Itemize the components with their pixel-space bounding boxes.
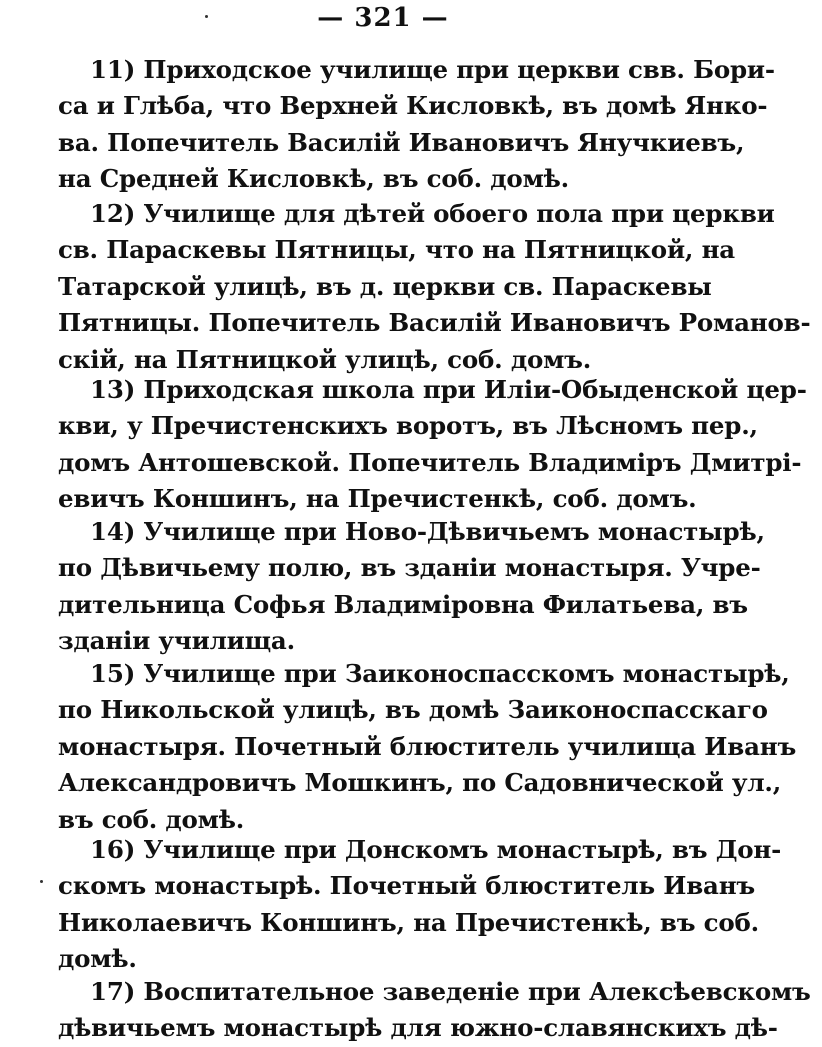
entry-14-line-2: по Дѣвичьему полю, въ зданіи монастыря. Учре- xyxy=(58,553,761,583)
entry-12-line-1: 12) Училище для дѣтей обоего пола при церкви xyxy=(90,199,775,228)
entry-12-line-4: Пятницы. Попечитель Василій Ивановичъ Романов- xyxy=(58,308,811,338)
entry-15-line-3: монастыря. Почетный блюститель училища Иванъ xyxy=(58,731,797,761)
entry-13-line-4: евичъ Коншинъ, на Пречистенкѣ, соб. домъ. xyxy=(58,484,697,514)
entry-17-line-2: дѣвичьемъ монастырѣ для южно-славянскихъ дѣ- xyxy=(58,1013,778,1043)
entry-14-line-1: 14) Училище при Ново-Дѣвичьемъ монастырѣ, xyxy=(90,517,765,546)
scan-speck xyxy=(205,15,208,18)
entry-12 xyxy=(58,196,811,378)
entry-16-line-4: домѣ. xyxy=(58,944,137,974)
entry-12-line-3: Татарской улицѣ, въ д. церкви св. Параскевы xyxy=(58,271,712,301)
entry-13-line-2: кви, у Пречистенскихъ воротъ, въ Лѣсномъ пер., xyxy=(58,411,758,441)
entry-17-line-1: 17) Воспитательное заведеніе при Алексѣевскомъ xyxy=(90,977,811,1006)
entry-16 xyxy=(58,832,782,978)
entry-13-line-3: домъ Антошевской. Попечитель Владиміръ Дмитрі- xyxy=(58,447,802,477)
entry-13 xyxy=(58,372,807,518)
entry-15-line-4: Александровичъ Мошкинъ, по Садовнической ул., xyxy=(58,768,782,798)
page-number: — 321 — xyxy=(317,3,449,33)
entry-12-line-2: св. Параскевы Пятницы, что на Пятницкой, на xyxy=(58,235,735,265)
entry-12-line-5: скій, на Пятницкой улицѣ, соб. домъ. xyxy=(58,344,592,374)
entry-16-line-2: скомъ монастырѣ. Почетный блюститель Иванъ xyxy=(58,871,756,901)
entry-11-line-3: ва. Попечитель Василій Ивановичъ Янучкиевъ, xyxy=(58,127,745,157)
scan-speck xyxy=(40,880,43,883)
entry-14-line-4: зданіи училища. xyxy=(58,626,295,656)
entry-15-line-2: по Никольской улицѣ, въ домѣ Заиконоспасскаго xyxy=(58,695,768,725)
entry-16-line-3: Николаевичъ Коншинъ, на Пречистенкѣ, въ соб. xyxy=(58,907,759,937)
entry-14-line-3: дительница Софья Владиміровна Филатьева, въ xyxy=(58,589,748,619)
document-page xyxy=(58,0,811,1043)
entry-15-line-5: въ соб. домѣ. xyxy=(58,804,245,834)
entry-11 xyxy=(58,52,775,198)
entry-11-line-4: на Средней Кисловкѣ, въ соб. домѣ. xyxy=(58,164,570,194)
entry-11-line-2: са и Глѣба, что Верхней Кисловкѣ, въ домѣ Янко- xyxy=(58,91,768,121)
entry-14 xyxy=(58,514,765,660)
entry-15 xyxy=(58,656,797,838)
entry-13-line-1: 13) Приходская школа при Иліи-Обыденской цер- xyxy=(90,375,807,404)
entry-16-line-1: 16) Училище при Донскомъ монастырѣ, въ Дон- xyxy=(90,835,782,864)
entry-17 xyxy=(58,974,811,1047)
entry-15-line-1: 15) Училище при Заиконоспасскомъ монастырѣ, xyxy=(90,659,790,688)
entry-11-line-1: 11) Приходское училище при церкви свв. Бори- xyxy=(90,55,775,84)
